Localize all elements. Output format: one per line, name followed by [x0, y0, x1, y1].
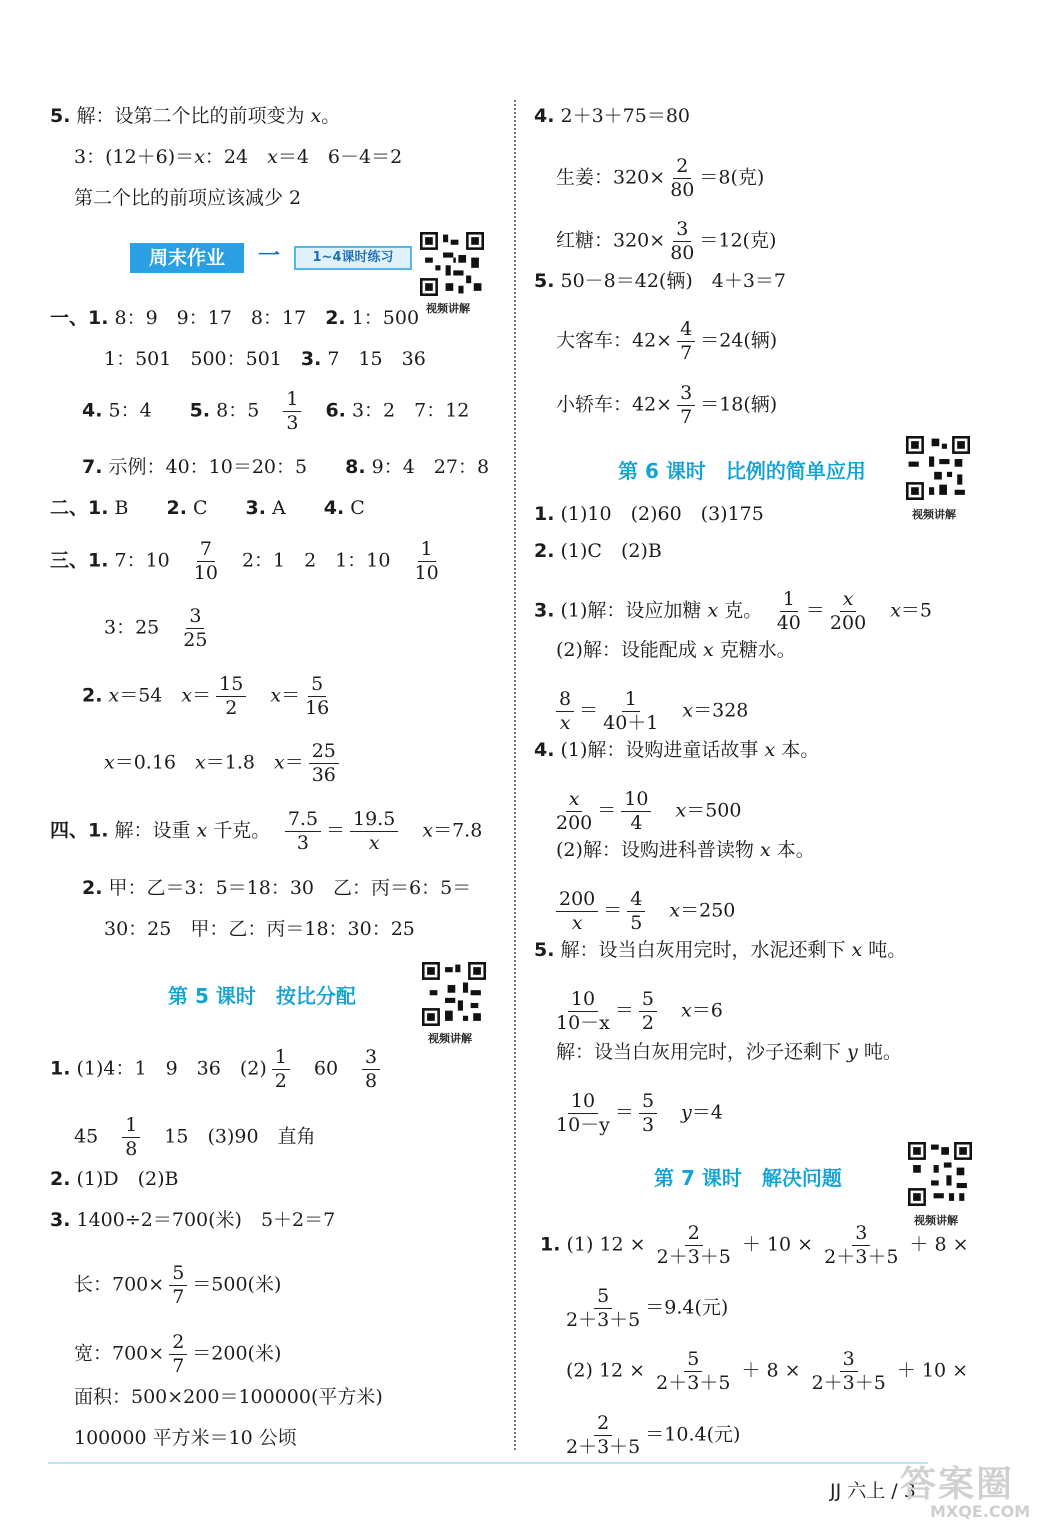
answer-line: 4. 5：4 5. 8：5 $\frac{1}{3}$ 6. 3：2 7：12	[82, 388, 470, 434]
answer-line: 5. 解：设第二个比的前项变为 x。	[50, 105, 341, 127]
answer-line: 2. x＝54 x＝ $\frac{15}{2}$ x＝ $\frac{5}{16}$	[82, 673, 330, 719]
watermark-url: MXQE.COM	[930, 1502, 1031, 1521]
fraction: $\frac{x}{200}$	[829, 588, 867, 634]
fraction: $\frac{3}{7}$	[677, 382, 695, 429]
answer-line: 2. (1)D (2)B	[50, 1168, 179, 1190]
answer-line: 1. (1)10 (2)60 (3)175	[534, 503, 764, 525]
answer-line: $\frac{10}{10-x}$ ＝ $\frac{5}{2}$ x＝6	[556, 988, 723, 1034]
fraction: $\frac{7}{10}$	[193, 538, 218, 584]
fraction: $\frac{1}{2}$	[272, 1046, 290, 1093]
answer-line: 1. (1) 12 × $\frac{2}{2+3+5}$ ＋ 10 × $\frac{3}{2+3+5}$ ＋ 8 ×	[540, 1222, 969, 1268]
qr-caption: 视频讲解	[914, 1214, 958, 1227]
fraction: $\frac{10}{10-y}$	[556, 1090, 610, 1136]
qr-caption: 视频讲解	[426, 302, 470, 315]
answer-line: 7. 示例：40：10＝20：5 8. 9：4 27：8	[82, 456, 490, 478]
answer-line: 红糖：320× $\frac{3}{80}$ ＝12(克)	[556, 218, 777, 264]
section-title-lesson6: 第 6 课时 比例的简单应用	[618, 459, 866, 483]
answer-line: (2)解：设能配成 x 克糖水。	[556, 639, 796, 661]
fraction: $\frac{2}{7}$	[169, 1331, 187, 1378]
answer-line: 三、1. 7：10 $\frac{7}{10}$ 2：1 2 1：10 $\frac{1}{10}$	[50, 538, 439, 584]
answer-line: 2. (1)C (2)B	[534, 540, 662, 562]
fraction: $\frac{2}{2+3+5}$	[656, 1222, 731, 1268]
answer-line: 4. 2＋3＋75＝80	[534, 105, 691, 127]
fraction: $\frac{5}{2+3+5}$	[566, 1285, 641, 1331]
fraction: $\frac{1}{3}$	[283, 388, 301, 435]
answer-line: 45 $\frac{1}{8}$ 15 (3)90 直角	[74, 1114, 316, 1160]
qr-caption: 视频讲解	[428, 1032, 472, 1045]
fraction: $\frac{4}{5}$	[627, 888, 645, 935]
fraction: $\frac{200}{x}$	[556, 888, 598, 935]
fraction: $\frac{3}{2+3+5}$	[811, 1348, 886, 1394]
fraction: $\frac{1}{40}$	[776, 588, 801, 634]
answer-line: $\frac{200}{x}$ ＝ $\frac{4}{5}$ x＝250	[556, 888, 735, 935]
fraction: $\frac{10}{4}$	[621, 788, 651, 835]
answer-line: 30：25 甲：乙：丙＝18：30：25	[104, 918, 415, 940]
fraction: $\frac{19.5}{x}$	[350, 808, 398, 855]
fraction: $\frac{3}{80}$	[670, 218, 695, 264]
qr-code-icon[interactable]	[908, 1142, 972, 1206]
fraction: $\frac{10}{10-x}$	[556, 988, 610, 1034]
answer-line: 四、1. 解：设重 x 千克。 $\frac{7.5}{3}$ ＝ $\frac{19.5}{x}$ x＝7.8	[50, 808, 483, 854]
answer-line: 2. 甲：乙＝3：5＝18：30 乙：丙＝6：5＝	[82, 877, 472, 899]
watermark-logo: 答案圈	[900, 1464, 1015, 1505]
fraction: $\frac{x}{200}$	[556, 788, 593, 834]
answer-line: 宽：700× $\frac{2}{7}$ ＝200(米)	[74, 1331, 282, 1377]
fraction: $\frac{3}{25}$	[183, 605, 208, 651]
fraction: $\frac{1}{40+1}$	[603, 688, 659, 734]
fraction: $\frac{1}{8}$	[122, 1114, 140, 1161]
answer-line: 面积：500×200＝100000(平方米)	[74, 1386, 383, 1408]
answer-line: 二、1. B 2. C 3. A 4. C	[50, 497, 365, 519]
page-footer: JJ 六上 / 3	[830, 1480, 916, 1502]
answer-line: 生姜：320× $\frac{2}{80}$ ＝8(克)	[556, 155, 765, 201]
answer-line: $\frac{2}{2+3+5}$ ＝10.4(元)	[566, 1412, 741, 1458]
answer-line: 小轿车：42× $\frac{3}{7}$ ＝18(辆)	[556, 382, 778, 428]
fraction: $\frac{3}{2+3+5}$	[824, 1222, 899, 1268]
fraction: $\frac{5}{7}$	[169, 1262, 187, 1309]
fraction: $\frac{8}{x}$	[556, 688, 574, 735]
fraction: $\frac{5}{16}$	[305, 673, 330, 719]
fraction: $\frac{7.5}{3}$	[285, 808, 321, 855]
weekend-homework-banner	[130, 243, 412, 273]
answer-line: $\frac{8}{x}$ ＝ $\frac{1}{40+1}$ x＝328	[556, 688, 748, 735]
answer-line: 4. (1)解：设购进童话故事 x 本。	[534, 739, 820, 761]
fraction: $\frac{15}{2}$	[216, 673, 246, 720]
fraction: $\frac{3}{8}$	[362, 1046, 380, 1093]
section-title-lesson7: 第 7 课时 解决问题	[654, 1166, 842, 1190]
footer-rule	[48, 1462, 928, 1464]
qr-code-icon[interactable]	[420, 232, 484, 296]
answer-line: 3：(12＋6)＝x：24 x＝4 6－4＝2	[74, 146, 403, 168]
answer-line: $\frac{x}{200}$ ＝ $\frac{10}{4}$ x＝500	[556, 788, 742, 834]
banner-label: 周末作业	[130, 243, 244, 273]
fraction: $\frac{4}{7}$	[677, 318, 695, 365]
answer-line: 第二个比的前项应该减少 2	[74, 187, 302, 209]
qr-caption: 视频讲解	[912, 508, 956, 521]
banner-number: 一	[257, 244, 280, 269]
answer-line: 3：25 $\frac{3}{25}$	[104, 605, 208, 651]
answer-line: 3. 1400÷2＝700(米) 5＋2＝7	[50, 1209, 336, 1231]
answer-line: 3. (1)解：设应加糖 x 克。 $\frac{1}{40}$ ＝ $\frac{x}{200}$ x＝5	[534, 588, 933, 634]
answer-line: (2) 12 × $\frac{5}{2+3+5}$ ＋ 8 × $\frac{3}{2+3+5}$ ＋ 10 ×	[566, 1348, 969, 1394]
section-title-lesson5: 第 5 课时 按比分配	[168, 984, 356, 1008]
qr-code-icon[interactable]	[422, 962, 486, 1026]
answer-line: 大客车：42× $\frac{4}{7}$ ＝24(辆)	[556, 318, 778, 364]
answer-line: $\frac{10}{10-y}$ ＝ $\frac{5}{3}$ y＝4	[556, 1090, 723, 1136]
fraction: $\frac{25}{36}$	[309, 740, 339, 787]
answer-line: 5. 50－8＝42(辆) 4＋3＝7	[534, 270, 787, 292]
answer-line: x＝0.16 x＝1.8 x＝ $\frac{25}{36}$	[104, 740, 344, 787]
answer-line: 解：设当白灰用完时，沙子还剩下 y 吨。	[556, 1041, 902, 1063]
answer-line: 5. 解：设当白灰用完时，水泥还剩下 x 吨。	[534, 939, 907, 961]
answer-line: 1：501 500：501 3. 7 15 36	[104, 348, 426, 370]
fraction: $\frac{5}{2+3+5}$	[656, 1348, 731, 1394]
fraction: $\frac{2}{80}$	[670, 155, 695, 201]
qr-code-icon[interactable]	[906, 436, 970, 500]
banner-range: 1~4课时练习	[294, 246, 412, 270]
fraction: $\frac{2}{2+3+5}$	[566, 1412, 641, 1458]
column-divider	[514, 100, 516, 1450]
answer-line: 一、1. 8：9 9：17 8：17 2. 1：500	[50, 307, 420, 329]
fraction: $\frac{5}{2}$	[639, 988, 657, 1035]
answer-line: (2)解：设购进科普读物 x 本。	[556, 839, 815, 861]
fraction: $\frac{1}{10}$	[414, 538, 439, 584]
answer-line: $\frac{5}{2+3+5}$ ＝9.4(元)	[566, 1285, 729, 1331]
answer-line: 1. (1)4：1 9 36 (2) $\frac{1}{2}$ 60 $\frac{3}{8}$	[50, 1046, 385, 1093]
fraction: $\frac{5}{3}$	[639, 1090, 657, 1137]
answer-line: 100000 平方米＝10 公顷	[74, 1427, 297, 1449]
answer-line: 长：700× $\frac{5}{7}$ ＝500(米)	[74, 1262, 282, 1308]
